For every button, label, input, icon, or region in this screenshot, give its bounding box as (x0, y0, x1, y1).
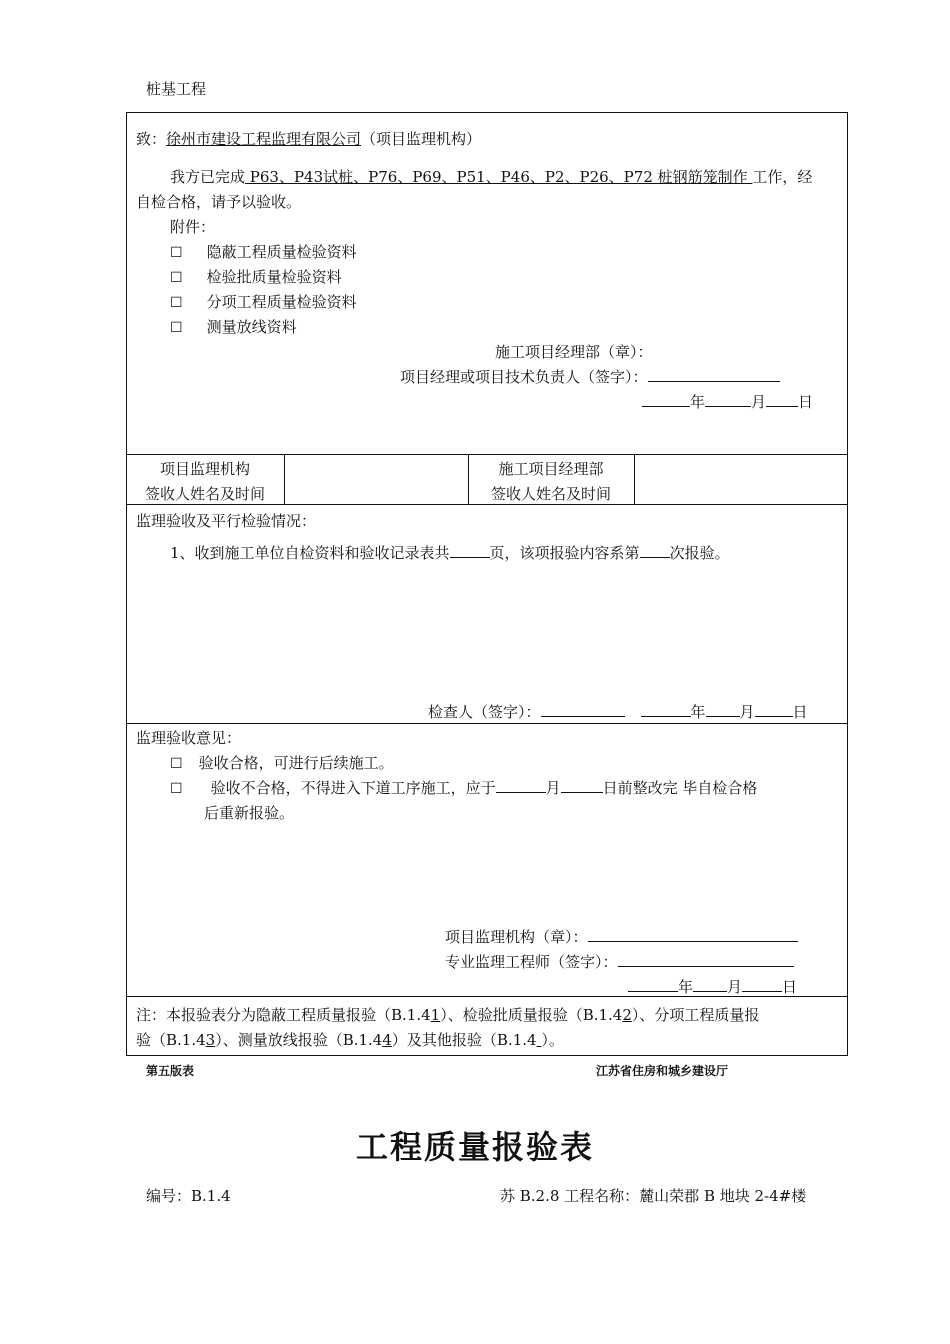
statement-suffix: 工作，经 (752, 168, 813, 186)
inspection-suffix: 次报验。 (669, 544, 730, 562)
note-code: 1 (430, 1006, 441, 1024)
org-seal-field[interactable] (588, 927, 798, 942)
completion-statement-cont: 自检合格，请予以验收。 (136, 193, 302, 211)
day-label: 日 (798, 393, 814, 411)
divider (126, 723, 848, 724)
year-field[interactable] (628, 977, 678, 992)
checkbox[interactable]: ☐ (170, 270, 183, 286)
checker-signature-field[interactable] (541, 702, 625, 717)
form-number: 编号：B.1.4 (146, 1187, 231, 1205)
project-name: 苏 B.2.8 工程名称：麓山荣郡 B 地块 2-4#楼 (500, 1187, 807, 1205)
opinion-option-pass (170, 752, 394, 773)
month-label: 月 (545, 779, 561, 797)
checkbox[interactable]: ☐ (170, 295, 183, 311)
note-code: 2 (622, 1006, 632, 1024)
completion-statement (170, 166, 812, 187)
attachment-item (170, 291, 357, 312)
inspection-heading: 监理验收及平行检验情况： (136, 512, 317, 530)
year-field[interactable] (642, 392, 690, 407)
checker-line (428, 701, 808, 722)
submission-count-field[interactable] (640, 543, 670, 558)
signature-field[interactable] (648, 367, 780, 382)
supervision-receipt-label-1: 项目监理机构 (159, 460, 250, 478)
org-seal-line (445, 926, 798, 947)
year-field[interactable] (641, 702, 691, 717)
year-label: 年 (690, 393, 706, 411)
page-title: 工程质量报验表 (355, 1128, 594, 1166)
engineer-signature-field[interactable] (618, 952, 794, 967)
manager-sign-label: 项目经理或项目技术负责人（签字）： (400, 368, 648, 386)
note-line-1 (136, 1004, 759, 1025)
contractor-receipt-label-2: 签收人姓名及时间 (490, 485, 611, 503)
request-date (642, 391, 813, 412)
attachment-item (170, 266, 342, 287)
addressee-prefix: 致： (136, 130, 167, 148)
fail-label-cont: 日前整改完 毕自检合格 (602, 779, 758, 797)
divider (126, 504, 848, 505)
opinion-heading: 监理验收意见： (136, 729, 242, 747)
opinion-option-fail-cont: 后重新报验。 (204, 804, 295, 822)
note-text: ）。 (541, 1031, 564, 1049)
pass-label: 验收合格，可进行后续施工。 (198, 754, 394, 772)
edition-label: 第五版表 (146, 1064, 195, 1078)
opinion-option-fail (170, 777, 757, 798)
attachments-label: 附件： (170, 218, 216, 236)
org-seal-label: 项目监理机构（章）： (445, 928, 588, 946)
month-field[interactable] (705, 392, 751, 407)
day-field[interactable] (561, 778, 603, 793)
page-count-field[interactable] (450, 543, 490, 558)
inspection-mid: 页，该项报验内容系第 (489, 544, 640, 562)
day-field[interactable] (742, 977, 782, 992)
note-text: 注：本报验表分为隐蔽工程质量报验（B.1.4 (136, 1006, 431, 1024)
checkbox[interactable]: ☐ (170, 781, 183, 797)
attachment-label: 隐蔽工程质量检验资料 (206, 243, 357, 261)
month-label: 月 (739, 703, 755, 721)
inspection-line (170, 542, 730, 563)
note-text: ）、分项工程质量报 (631, 1006, 760, 1024)
month-field[interactable] (496, 778, 546, 793)
note-code: 4 (382, 1031, 392, 1049)
attachment-label: 分项工程质量检验资料 (206, 293, 357, 311)
checker-label: 检查人（签字）： (428, 703, 541, 721)
year-label: 年 (690, 703, 706, 721)
statement-prefix: 我方已完成 (170, 168, 246, 186)
category-label: 桩基工程 (146, 80, 207, 98)
note-text: ）及其他报验（B.1.4 (391, 1031, 537, 1049)
manager-sign-line (400, 366, 780, 387)
contractor-receipt-label-1: 施工项目经理部 (498, 460, 604, 478)
engineer-sign-line (445, 951, 794, 972)
attachment-item (170, 241, 357, 262)
month-field[interactable] (693, 977, 727, 992)
day-label: 日 (792, 703, 808, 721)
contractor-receipt-field[interactable] (635, 455, 846, 503)
inspection-prefix: 1、收到施工单位自检资料和验收记录表共 (170, 544, 450, 562)
attachment-item (170, 316, 297, 337)
authority-label: 江苏省住房和城乡建设厅 (596, 1064, 729, 1078)
year-label: 年 (678, 978, 694, 996)
dept-seal-label: 施工项目经理部（章）： (495, 343, 653, 361)
attachment-label: 检验批质量检验资料 (206, 268, 342, 286)
checkbox[interactable]: ☐ (170, 320, 183, 336)
opinion-date (628, 976, 797, 997)
day-label: 日 (782, 978, 798, 996)
fail-label: 验收不合格，不得进入下道工序施工，应于 (210, 779, 496, 797)
addressee-company: 徐州市建设工程监理有限公司 (166, 130, 362, 148)
note-text: ）、测量放线报验（B.1.4 (215, 1031, 383, 1049)
note-text: 验（B.1.4 (136, 1031, 206, 1049)
month-field[interactable] (706, 702, 740, 717)
day-field[interactable] (755, 702, 793, 717)
day-field[interactable] (766, 392, 798, 407)
month-label: 月 (751, 393, 767, 411)
supervision-receipt-field[interactable] (285, 455, 467, 503)
engineer-sign-label: 专业监理工程师（签字）： (445, 953, 618, 971)
note-code: 3 (205, 1031, 216, 1049)
checkbox[interactable]: ☐ (170, 245, 183, 261)
addressee-suffix: （项目监理机构） (361, 130, 482, 148)
note-text: ）、检验批质量报验（B.1.4 (440, 1006, 623, 1024)
attachment-label: 测量放线资料 (206, 318, 297, 336)
note-line-2 (136, 1029, 564, 1050)
checkbox[interactable]: ☐ (170, 756, 183, 772)
completed-work: P63、P43试桩、P76、P69、P51、P46、P2、P26、P72 桩钢筋笼制作 (245, 168, 753, 186)
month-label: 月 (727, 978, 743, 996)
supervision-receipt-label-2: 签收人姓名及时间 (144, 485, 265, 503)
addressee-line (136, 128, 481, 149)
